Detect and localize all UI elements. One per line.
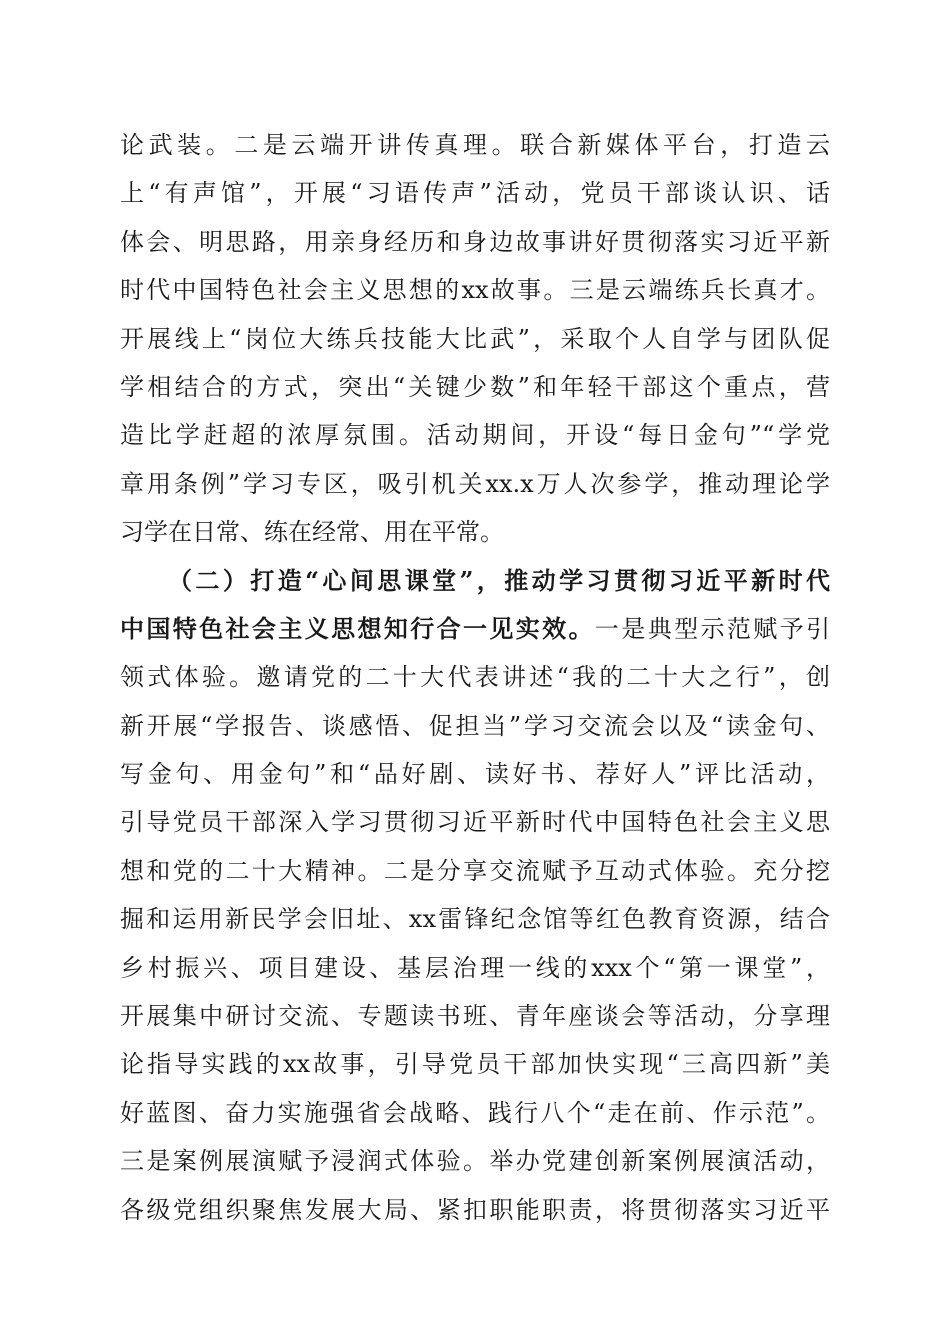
section-heading: （二）打造“心间思课堂”，推动学习贯彻习近平新时代 [168, 565, 830, 595]
text-line: 学相结合的方式，突出“关键少数”和年轻干部这个重点，营 [120, 372, 830, 401]
text-line: 想和党的二十大精神。二是分享交流赋予互动式体验。充分挖 [120, 856, 830, 885]
text-line: 造比学赶超的浓厚氛围。活动期间，开设“每日金句”“学党 [120, 421, 830, 450]
text-line: 各级党组织聚焦发展大局、紧扣职能职责，将贯彻落实习近平 [120, 1195, 830, 1224]
text-line: 开展集中研讨交流、专题读书班、青年座谈会等活动，分享理 [120, 1002, 830, 1031]
text-line: 好蓝图、奋力实施强省会战略、践行八个“走在前、作示范”。 [120, 1098, 830, 1127]
section-heading-continuation: 中国特色社会主义思想知行合一见实效。 [120, 613, 595, 643]
text-line [120, 605, 830, 653]
paragraph-1 [120, 121, 830, 557]
paragraph-2 [120, 557, 830, 1234]
text-line: 章用条例”学习专区，吸引机关xx.x万人次参学，推动理论学 [120, 469, 830, 498]
text-line: 论指导实践的xx故事，引导党员干部加快实现“三高四新”美 [120, 1050, 830, 1079]
text-line: 时代中国特色社会主义思想的xx故事。三是云端练兵长真才。 [120, 276, 830, 305]
text-line: 三是案例展演赋予浸润式体验。举办党建创新案例展演活动， [120, 1147, 830, 1176]
text-line: 新开展“学报告、谈感悟、促担当”学习交流会以及“读金句、 [120, 711, 830, 740]
text-line: 引导党员干部深入学习贯彻习近平新时代中国特色社会主义思 [120, 808, 830, 837]
text-line: 掘和运用新民学会旧址、xx雷锋纪念馆等红色教育资源，结合 [120, 905, 830, 934]
document-body [120, 121, 830, 1234]
text-line: 开展线上“岗位大练兵技能大比武”，采取个人自学与团队促 [120, 324, 830, 353]
text-line: 论武装。二是云端开讲传真理。联合新媒体平台，打造云 [120, 131, 830, 159]
text-line: 领式体验。邀请党的二十大代表讲述“我的二十大之行”，创 [120, 663, 830, 692]
text-line: 乡村振兴、项目建设、基层治理一线的xxx个“第一课堂”， [120, 953, 830, 982]
text-line: 写金句、用金句”和“品好剧、读好书、荐好人”评比活动， [120, 760, 830, 789]
text-line: 习学在日常、练在经常、用在平常。 [120, 518, 504, 547]
text-line: 上“有声馆”，开展“习语传声”活动，党员干部谈认识、话 [120, 179, 830, 208]
text-line: 体会、明思路，用亲身经历和身边故事讲好贯彻落实习近平新 [120, 227, 830, 256]
text-span: 一是典型示范赋予引 [594, 614, 830, 643]
